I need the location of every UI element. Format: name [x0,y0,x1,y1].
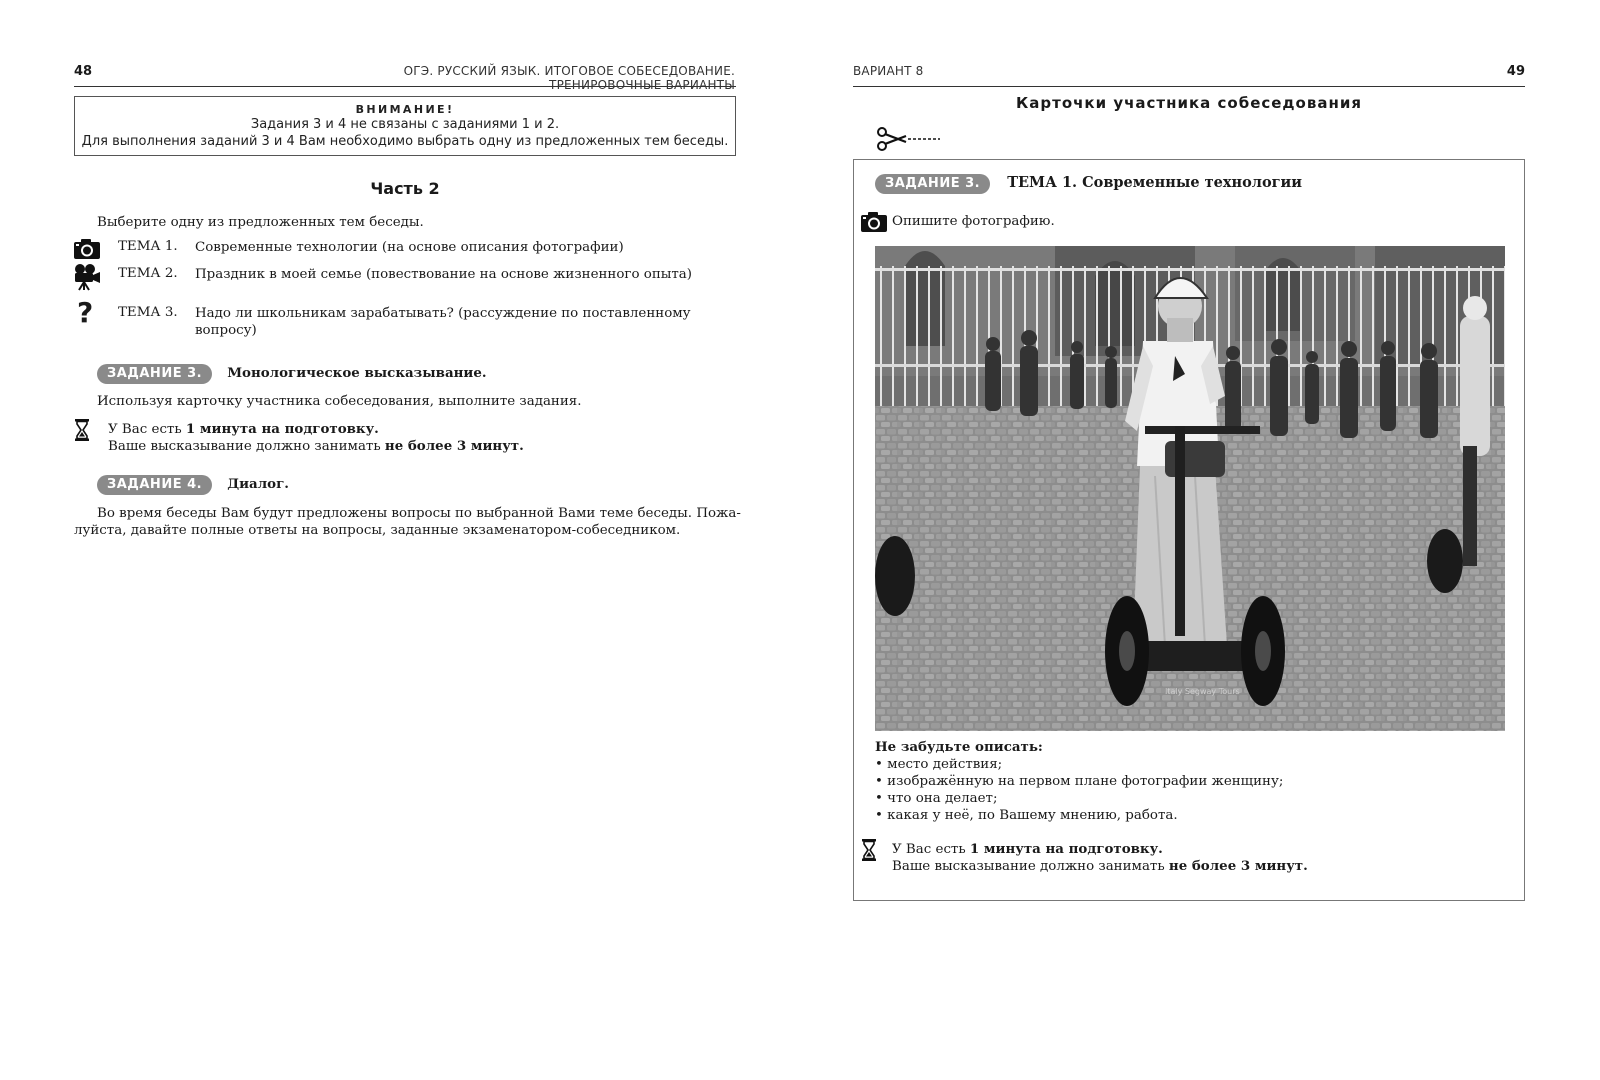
photo-illustration [875,246,1505,731]
list-item: • какая у неё, по Вашему мнению, работа. [875,807,1283,824]
card-describe-instruction: Опишите фотографию. [892,214,1055,229]
participant-card [853,159,1525,901]
card-speech-prefix: Ваше высказывание должно занимать [892,859,1169,874]
card-task-heading [875,172,1302,194]
task-3-heading [97,362,487,384]
segway-photo [875,246,1505,731]
right-page-number: 49 [1506,64,1525,79]
camera-icon [860,211,888,233]
task-3-prep-time [108,421,379,438]
left-running-head: ОГЭ. РУССКИЙ ЯЗЫК. ИТОГОВОЕ СОБЕСЕДОВАНИЕ. ТРЕНИРОВОЧНЫЕ ВАРИАНТЫ [403,64,735,92]
task-3-prep-bold: 1 минута на подготовку. [185,421,379,437]
attention-box [74,96,736,156]
card-prep-time [892,841,1163,858]
right-running-head: ВАРИАНТ 8 [853,64,924,78]
task-4-line-1: Во время беседы Вам будут предложены вопросы по выбранной Вами теме беседы. Пожа- [97,506,741,521]
card-prep-bold: 1 минута на подготовку. [969,841,1163,857]
card-task-badge: ЗАДАНИЕ 3. [875,174,990,194]
topic-3-label: ТЕМА 3. [118,305,178,320]
list-item: • что она делает; [875,790,1283,807]
task-3-speech-prefix: Ваше высказывание должно занимать [108,439,385,454]
question-mark-icon: ? [77,296,94,329]
attention-line-1: Задания 3 и 4 не связаны с заданиями 1 и 2. [250,117,560,132]
task-3-instruction: Используя карточку участника собеседования, выполните задания. [97,394,582,409]
hourglass-icon [74,419,90,441]
part-title: Часть 2 [370,179,440,198]
list-item: • место действия; [875,756,1283,773]
task-3-speech-time [108,438,524,455]
reminder-title: Не забудьте описать: [875,739,1043,755]
task-3-prep-prefix: У Вас есть [108,422,186,437]
film-camera-icon [73,263,101,291]
task-4-badge: ЗАДАНИЕ 4. [97,475,212,495]
card-topic-title: ТЕМА 1. Современные технологии [1007,174,1303,191]
left-header-rule [74,86,736,87]
task-4-line-2: луйста, давайте полные ответы на вопросы, заданные экзаменатором-собеседником. [74,523,681,538]
topic-2-label: ТЕМА 2. [118,266,178,281]
attention-title: ВНИМАНИЕ! [355,103,455,116]
list-item: • изображённую на первом плане фотографии женщину; [875,773,1283,790]
topic-2-text: Праздник в моей семье (повествование на основе жизненного опыта) [195,267,693,282]
task-4-heading [97,473,289,495]
left-page-number: 48 [74,64,93,79]
topic-1-text: Современные технологии (на основе описания фотографии) [195,240,624,255]
attention-line-2: Для выполнения заданий 3 и 4 Вам необходимо выбрать одну из предложенных тем беседы. [81,134,729,149]
segway-logo-text: Italy Segway Tours [1165,687,1240,696]
right-header-rule [853,86,1525,87]
task-4-title: Диалог. [227,476,289,492]
scissors-icon [876,126,940,152]
task-3-badge: ЗАДАНИЕ 3. [97,364,212,384]
topics-intro: Выберите одну из предложенных тем беседы. [97,215,424,230]
card-speech-time [892,858,1308,875]
card-speech-bold: не более 3 минут. [1168,858,1308,874]
card-section-title: Карточки участника собеседования [1016,94,1362,112]
reminder-list [875,756,1283,824]
task-3-title: Монологическое высказывание. [227,365,487,381]
topic-1-label: ТЕМА 1. [118,239,178,254]
camera-icon [73,238,101,260]
topic-3-text: Надо ли школьникам зарабатывать? (рассуждение по поставленному вопросу) [195,306,691,338]
hourglass-icon [861,839,877,861]
task-3-speech-bold: не более 3 минут. [384,438,524,454]
card-prep-prefix: У Вас есть [892,842,970,857]
